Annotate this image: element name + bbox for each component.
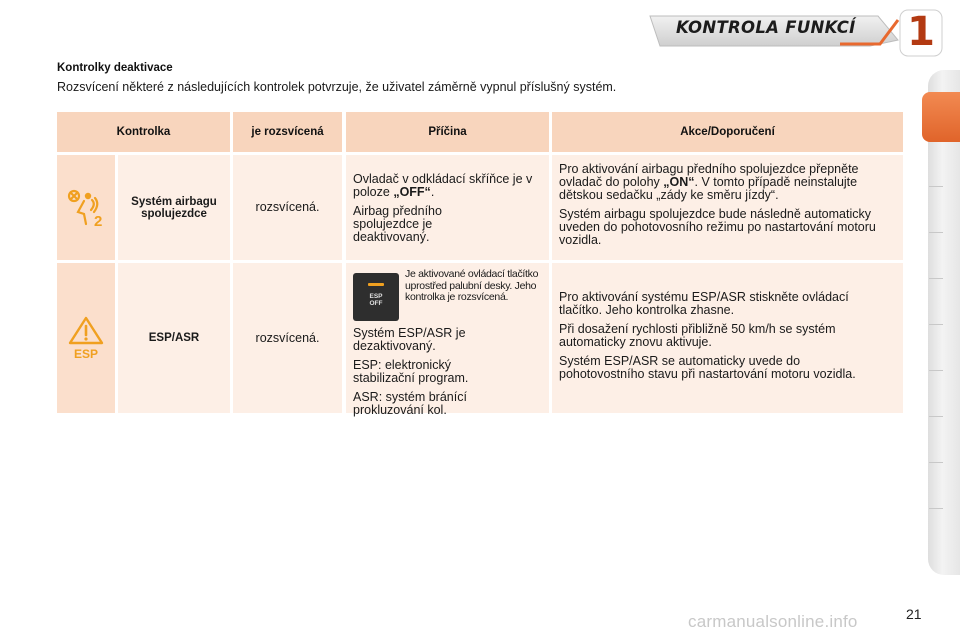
active-chapter-tab[interactable] — [922, 92, 960, 142]
column-header-state: je rozsvícená — [233, 112, 342, 152]
watermark: carmanualsonline.info — [688, 612, 858, 631]
tab-divider — [929, 278, 943, 279]
tab-divider — [929, 186, 943, 187]
action-text-bold: „ON“ — [663, 175, 695, 189]
row-action-esp — [552, 263, 903, 413]
column-header-kontrolka: Kontrolka — [57, 112, 230, 152]
button-label — [353, 293, 399, 307]
button-led-indicator — [368, 283, 384, 286]
table-row-airbag-icon-cell — [57, 155, 115, 260]
cause-text: Airbag předního spolujezdce je deaktivovaný. — [353, 204, 442, 244]
cause-text: Systém ESP/ASR je dezaktivovaný. — [353, 326, 466, 353]
section-intro-text: Rozsvícení některé z následujících kontrolek potvrzuje, že uživatel záměrně vypnul příslušný systém. — [57, 80, 617, 94]
esp-button-note — [353, 269, 543, 321]
row-label-airbag: Systém airbagu spolujezdce — [118, 155, 230, 260]
action-text: Pro aktivování systému ESP/ASR stiskněte ovládací tlačítko. Jeho kontrolka zhasne. — [559, 290, 849, 317]
tab-divider — [929, 416, 943, 417]
esp-icon-label: ESP — [73, 347, 99, 361]
tab-divider — [929, 370, 943, 371]
cause-text-bold: „OFF“ — [393, 185, 431, 199]
chapter-tab-strip — [928, 70, 960, 575]
section-heading: Kontrolky deaktivace — [57, 62, 173, 74]
button-label-bottom: OFF — [369, 300, 383, 307]
cause-note: Je aktivované ovládací tlačítko uprostřed palubní desky. Jeho kontrolka je rozsvícená. — [405, 268, 539, 303]
action-text — [559, 163, 895, 202]
row-label-esp: ESP/ASR — [118, 263, 230, 413]
row-state-esp: rozsvícená. — [233, 263, 342, 413]
esp-off-button-image — [353, 273, 399, 321]
action-text: Při dosažení rychlosti přibližně 50 km/h se systém automaticky znovu aktivuje. — [559, 322, 836, 349]
action-text-part: . V tomto případě neinstalujte dětskou sedačku „zády ke směru jízdy“. — [559, 175, 858, 202]
cause-text: ESP: elektronický stabilizační program. — [353, 358, 469, 385]
action-text: Systém ESP/ASR se automaticky uvede do pohotovostního stavu při nastartování motoru vozidla. — [559, 354, 856, 381]
cause-text-end: . — [430, 185, 435, 199]
row-cause-airbag — [346, 155, 549, 260]
row-cause-esp — [346, 263, 549, 417]
table-row-esp-icon-cell — [57, 263, 115, 413]
page-number: 21 — [906, 606, 922, 622]
passenger-airbag-off-icon — [64, 186, 108, 230]
tab-divider — [929, 508, 943, 509]
button-label-top: ESP — [369, 293, 383, 300]
svg-text:2: 2 — [94, 212, 103, 230]
esp-warning-icon — [66, 315, 106, 361]
column-header-action: Akce/Doporučení — [552, 112, 903, 152]
tab-divider — [929, 462, 943, 463]
column-header-cause: Příčina — [346, 112, 549, 152]
page-title: KONTROLA FUNKCÍ — [676, 18, 856, 37]
row-action-airbag — [552, 155, 903, 260]
tab-divider — [929, 232, 943, 233]
cause-text-part: Ovladač v odkládací skříňce je v poloze — [353, 172, 533, 199]
cause-text — [353, 173, 541, 199]
row-state-airbag: rozsvícená. — [233, 155, 342, 260]
action-text: Systém airbagu spolujezdce bude následně automaticky uveden do pohotovosního režimu po nastartování motoru vozidla. — [559, 207, 876, 247]
tab-divider — [929, 324, 943, 325]
action-text-part: Pro aktivování airbagu předního spolujezdce přepněte ovladač do polohy — [559, 162, 859, 189]
cause-text: ASR: systém bránící prokluzování kol. — [353, 390, 467, 417]
chapter-number: 1 — [907, 9, 935, 55]
